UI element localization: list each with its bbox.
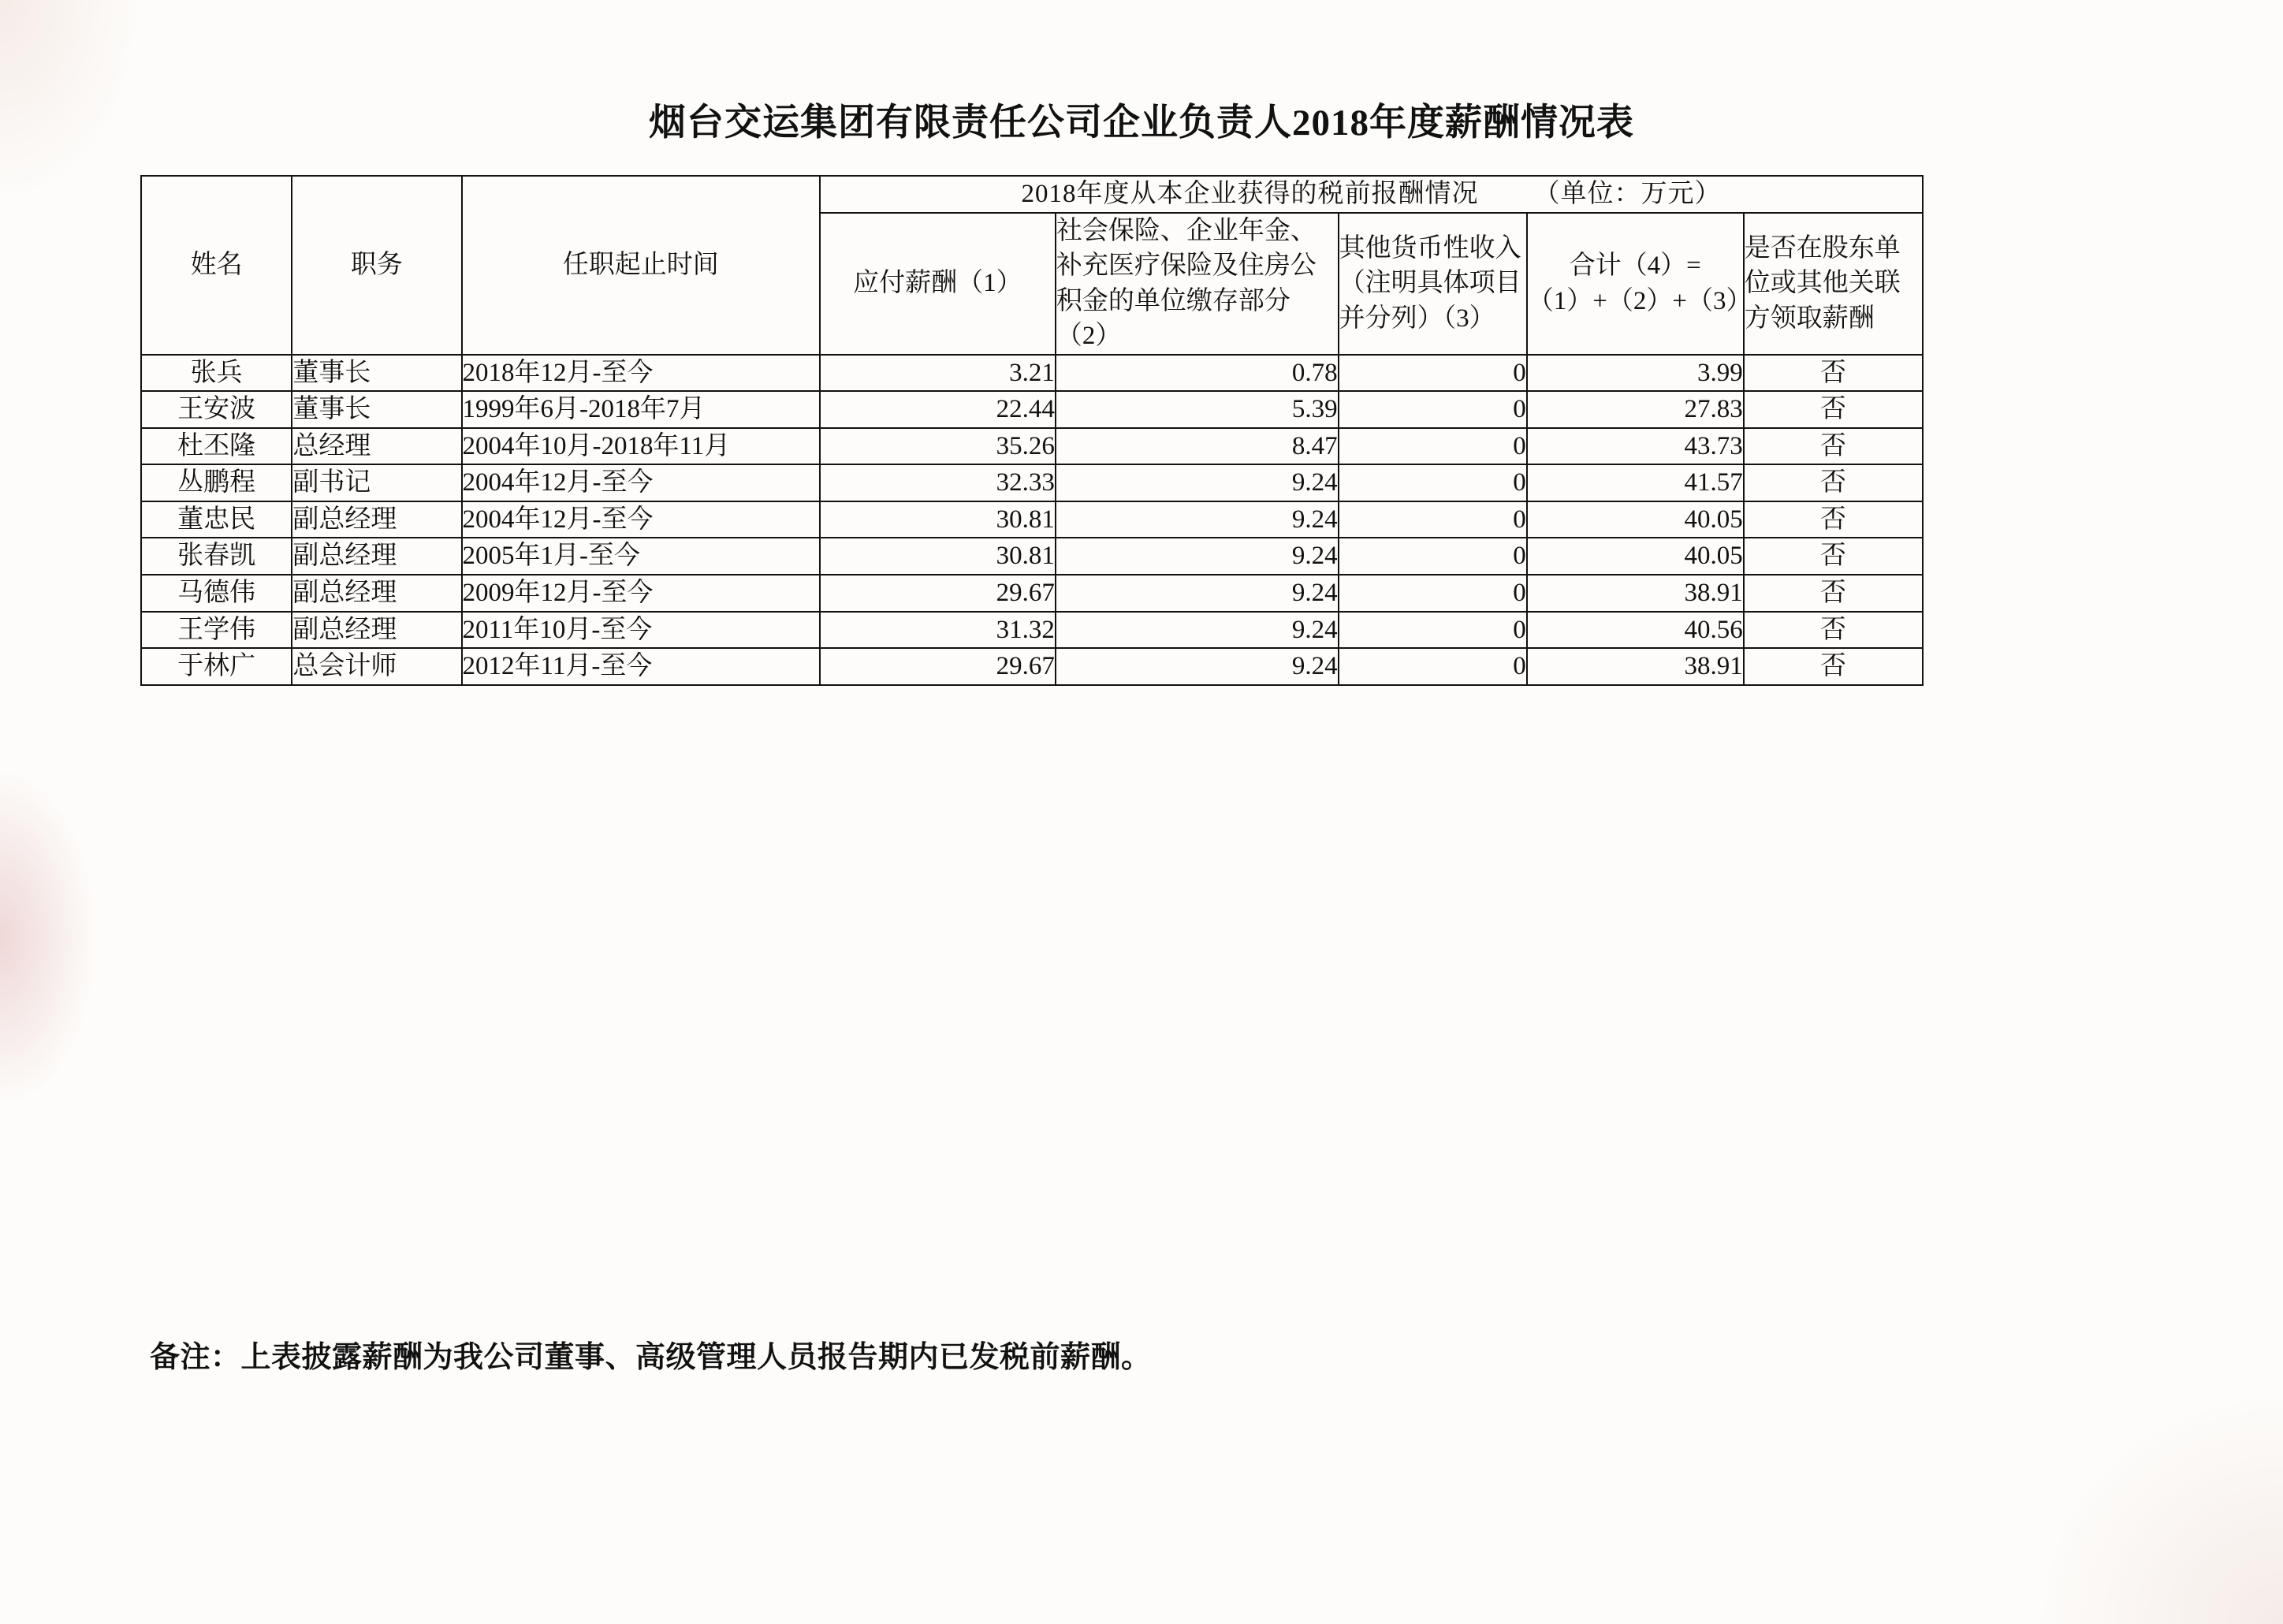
cell-term: 2005年1月-至今 xyxy=(462,538,820,575)
column-header-position: 职务 xyxy=(292,176,461,355)
cell-insurance: 9.24 xyxy=(1056,501,1339,538)
cell-position: 副总经理 xyxy=(292,612,461,649)
cell-salary: 3.21 xyxy=(820,355,1056,392)
column-header-salary: 应付薪酬（1） xyxy=(820,213,1056,355)
cell-other-income: 0 xyxy=(1339,428,1527,465)
cell-total: 41.57 xyxy=(1527,464,1744,501)
cell-position: 总经理 xyxy=(292,428,461,465)
cell-other-income: 0 xyxy=(1339,501,1527,538)
cell-name: 于林广 xyxy=(141,648,292,685)
cell-term: 2004年12月-至今 xyxy=(462,501,820,538)
cell-insurance: 8.47 xyxy=(1056,428,1339,465)
column-header-term: 任职起止时间 xyxy=(462,176,820,355)
cell-position: 总会计师 xyxy=(292,648,461,685)
cell-total: 38.91 xyxy=(1527,648,1744,685)
cell-name: 丛鹏程 xyxy=(141,464,292,501)
cell-position: 副总经理 xyxy=(292,575,461,612)
cell-salary: 30.81 xyxy=(820,538,1056,575)
executive-compensation-table xyxy=(140,175,1924,686)
table-row xyxy=(141,612,1923,649)
cell-total: 38.91 xyxy=(1527,575,1744,612)
table-row xyxy=(141,391,1923,428)
table-header-group-row xyxy=(141,176,1923,213)
column-header-group-pretax xyxy=(820,176,1923,213)
cell-insurance: 9.24 xyxy=(1056,464,1339,501)
cell-salary: 31.32 xyxy=(820,612,1056,649)
table-row xyxy=(141,428,1923,465)
cell-other-income: 0 xyxy=(1339,464,1527,501)
cell-other-income: 0 xyxy=(1339,612,1527,649)
table-row xyxy=(141,648,1923,685)
cell-total: 40.05 xyxy=(1527,538,1744,575)
cell-shareholder-pay: 否 xyxy=(1744,428,1923,465)
cell-salary: 29.67 xyxy=(820,575,1056,612)
column-header-total: 合计（4）=（1）+（2）+（3） xyxy=(1527,213,1744,355)
cell-total: 43.73 xyxy=(1527,428,1744,465)
cell-salary: 35.26 xyxy=(820,428,1056,465)
cell-position: 副总经理 xyxy=(292,538,461,575)
cell-term: 1999年6月-2018年7月 xyxy=(462,391,820,428)
cell-other-income: 0 xyxy=(1339,575,1527,612)
table-row xyxy=(141,538,1923,575)
group-header-label: 2018年度从本企业获得的税前报酬情况 xyxy=(1021,180,1479,208)
column-header-insurance: 社会保险、企业年金、补充医疗保险及住房公积金的单位缴存部分（2） xyxy=(1056,213,1339,355)
cell-salary: 32.33 xyxy=(820,464,1056,501)
cell-other-income: 0 xyxy=(1339,648,1527,685)
cell-other-income: 0 xyxy=(1339,538,1527,575)
cell-shareholder-pay: 否 xyxy=(1744,648,1923,685)
cell-insurance: 9.24 xyxy=(1056,575,1339,612)
cell-name: 董忠民 xyxy=(141,501,292,538)
cell-name: 王学伟 xyxy=(141,612,292,649)
cell-name: 马德伟 xyxy=(141,575,292,612)
cell-insurance: 9.24 xyxy=(1056,648,1339,685)
table-row xyxy=(141,501,1923,538)
cell-other-income: 0 xyxy=(1339,355,1527,392)
cell-term: 2004年10月-2018年11月 xyxy=(462,428,820,465)
cell-salary: 22.44 xyxy=(820,391,1056,428)
cell-shareholder-pay: 否 xyxy=(1744,575,1923,612)
cell-salary: 30.81 xyxy=(820,501,1056,538)
cell-shareholder-pay: 否 xyxy=(1744,501,1923,538)
table-row xyxy=(141,355,1923,392)
cell-shareholder-pay: 否 xyxy=(1744,464,1923,501)
cell-shareholder-pay: 否 xyxy=(1744,391,1923,428)
table-footnote: 备注：上表披露薪酬为我公司董事、高级管理人员报告期内已发税前薪酬。 xyxy=(150,1341,1152,1374)
cell-term: 2018年12月-至今 xyxy=(462,355,820,392)
cell-position: 董事长 xyxy=(292,391,461,428)
table-body xyxy=(141,355,1923,685)
cell-name: 杜丕隆 xyxy=(141,428,292,465)
cell-total: 27.83 xyxy=(1527,391,1744,428)
cell-term: 2009年12月-至今 xyxy=(462,575,820,612)
table-row xyxy=(141,464,1923,501)
group-header-unit: （单位：万元） xyxy=(1533,180,1722,208)
cell-insurance: 9.24 xyxy=(1056,538,1339,575)
cell-shareholder-pay: 否 xyxy=(1744,612,1923,649)
column-header-other-income: 其他货币性收入（注明具体项目并分列）（3） xyxy=(1339,213,1527,355)
column-header-name: 姓名 xyxy=(141,176,292,355)
cell-name: 王安波 xyxy=(141,391,292,428)
cell-term: 2011年10月-至今 xyxy=(462,612,820,649)
cell-position: 董事长 xyxy=(292,355,461,392)
cell-other-income: 0 xyxy=(1339,391,1527,428)
cell-name: 张兵 xyxy=(141,355,292,392)
cell-term: 2004年12月-至今 xyxy=(462,464,820,501)
cell-shareholder-pay: 否 xyxy=(1744,538,1923,575)
column-header-shareholder-pay: 是否在股东单位或其他关联方领取薪酬 xyxy=(1744,213,1923,355)
cell-insurance: 0.78 xyxy=(1056,355,1339,392)
cell-insurance: 5.39 xyxy=(1056,391,1339,428)
page-title: 烟台交运集团有限责任公司企业负责人2018年度薪酬情况表 xyxy=(649,102,1634,143)
cell-term: 2012年11月-至今 xyxy=(462,648,820,685)
cell-total: 40.05 xyxy=(1527,501,1744,538)
cell-total: 3.99 xyxy=(1527,355,1744,392)
cell-position: 副书记 xyxy=(292,464,461,501)
table-row xyxy=(141,575,1923,612)
cell-insurance: 9.24 xyxy=(1056,612,1339,649)
cell-shareholder-pay: 否 xyxy=(1744,355,1923,392)
cell-position: 副总经理 xyxy=(292,501,461,538)
cell-salary: 29.67 xyxy=(820,648,1056,685)
cell-name: 张春凯 xyxy=(141,538,292,575)
cell-total: 40.56 xyxy=(1527,612,1744,649)
